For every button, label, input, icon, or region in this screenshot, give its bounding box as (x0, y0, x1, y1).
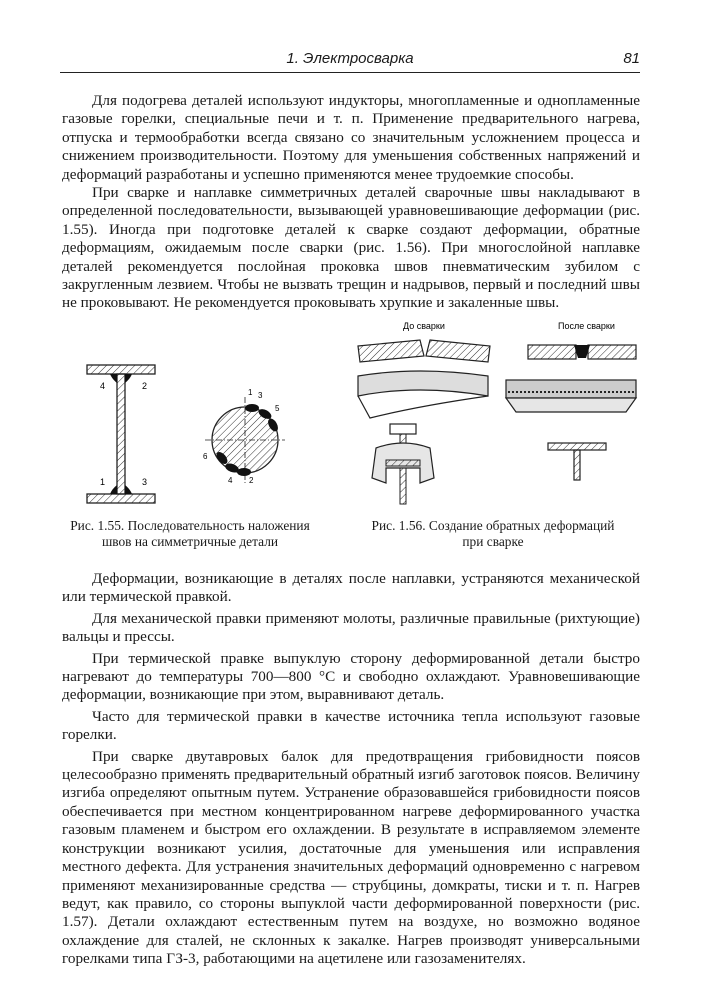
figure-1-55-caption (60, 518, 320, 550)
caption-line: швов на симметричные детали (101, 534, 279, 549)
caption-line: при сварке (462, 534, 524, 549)
chapter-title: 1. Электросварка (286, 50, 414, 67)
beam-top-flange (87, 365, 155, 374)
weld-1 (110, 485, 117, 494)
figure-1-55 (60, 355, 310, 515)
weld-bead (237, 468, 251, 476)
plate-right-flat (588, 345, 636, 359)
beam-straight-flange (506, 398, 636, 412)
label-c4: 4 (228, 476, 233, 485)
label-c3: 3 (258, 391, 263, 400)
weld-2 (125, 374, 132, 383)
label-2: 2 (142, 381, 148, 391)
beam-bottom-flange (87, 494, 155, 503)
weld-4 (110, 374, 117, 383)
plate-right-angled (426, 340, 490, 362)
clamp-handle (390, 424, 416, 434)
text-block-top (62, 92, 640, 313)
label-c2: 2 (249, 476, 254, 485)
label-4: 4 (100, 381, 106, 391)
paragraph: При сварке и наплавке симметричных деталей сварочные швы накладывают в определенной последовательности, вызывающей уравновешивающие деформации (рис. 1.55). Иногда при подготовке деталей к сварке создают деформации, обратные деформациям, ожидаемым после сварки (рис. 1.56). При многослойной наплавке деталей рекомендуется послойная проковка швов пневматическим зубилом с закругленным лезвием. Чтобы не вызвать трещин и надрывов, первый и последний швы не проковывают. Не рекомендуется проковывать хрупкие и закаленные швы. (62, 184, 640, 312)
paragraph: При сварке двутавровых балок для предотвращения грибовидности поясов целесообразно применять предварительный обратный изгиб заготовок поясов. Величину изгиба определяют опытным путем. Устранение образовавшейся грибовидности поясов обеспечивается при местном концентрированном нагреве деформированного участка газовым пламенем и быстром его охлаждении. В результате в исправляемом элементе конструкции возникают усилия, достаточные для уменьшения или исправления местного дефекта. Для устранения значительных деформаций одновременно с нагревом применяют механизированные средства — струбцины, домкраты, тиски и т. п. Нагрев ведут, как правило, со стороны выпуклой части деформированной поверхности (рис. 1.57). Детали охлаждают естественным путем на воздухе, но возможно водяное охлаждение для сталей, не склонных к закалке. Нагрев производят универсальными горелками типа ГЗ-3, работающими на ацетилене или газозаменителях. (62, 747, 640, 968)
label-c1: 1 (248, 388, 253, 397)
paragraph: При термической правке выпуклую сторону деформированной детали быстро нагревают до температуры 700—800 °С и свободно охлаждают. Уравновешивающие деформации, возникающие при этом, выравнивают деталь. (62, 649, 640, 704)
t-section-web (574, 450, 580, 480)
t-section-flange (548, 443, 606, 450)
header-rule (60, 72, 640, 73)
label-3: 3 (142, 477, 148, 487)
paragraph: Часто для термической правки в качестве источника тепла используют газовые горелки. (62, 707, 640, 744)
page-number: 81 (623, 50, 640, 67)
running-header (60, 50, 640, 72)
beam-bent (358, 371, 488, 396)
paragraph: Для механической правки применяют молоты, различные правильные (рихтующие) вальцы и прессы. (62, 609, 640, 646)
caption-line: Рис. 1.56. Создание обратных деформаций (371, 518, 615, 533)
clamped-web (400, 468, 406, 504)
figure-1-56-caption (358, 518, 628, 550)
weld-3 (125, 485, 132, 494)
label-1: 1 (100, 477, 106, 487)
figure-1-55-drawing (60, 355, 310, 515)
beam-web (117, 374, 125, 494)
paragraph: Деформации, возникающие в деталях после наплавки, устраняются механической или термической правкой. (62, 570, 640, 606)
clamped-plate (386, 460, 420, 466)
weld-bead (245, 404, 259, 412)
paragraph: Для подогрева деталей используют индукторы, многопламенные и однопламенные газовые горелки, специальные печи и т. п. Применение предварительного нагрева, отпуска и термообработки всегда связано со значительным усложнением процесса и снижением производительности. Поэтому для уменьшения собственных напряжений и деформаций разработаны и успешно применяются менее трудоемкие способы. (62, 92, 640, 183)
label-after-welding: После сварки (558, 321, 615, 331)
figure-1-56 (348, 318, 638, 518)
text-block-bottom (62, 570, 640, 969)
caption-line: Рис. 1.55. Последовательность наложения (70, 518, 310, 533)
label-c5: 5 (275, 404, 280, 413)
beam-bent-edge (358, 396, 488, 418)
plate-left-angled (358, 340, 424, 362)
label-before-welding: До сварки (403, 321, 445, 331)
plate-left-flat (528, 345, 576, 359)
label-c6: 6 (203, 452, 208, 461)
figure-1-56-drawing (348, 318, 638, 518)
beam-straight (506, 380, 636, 398)
